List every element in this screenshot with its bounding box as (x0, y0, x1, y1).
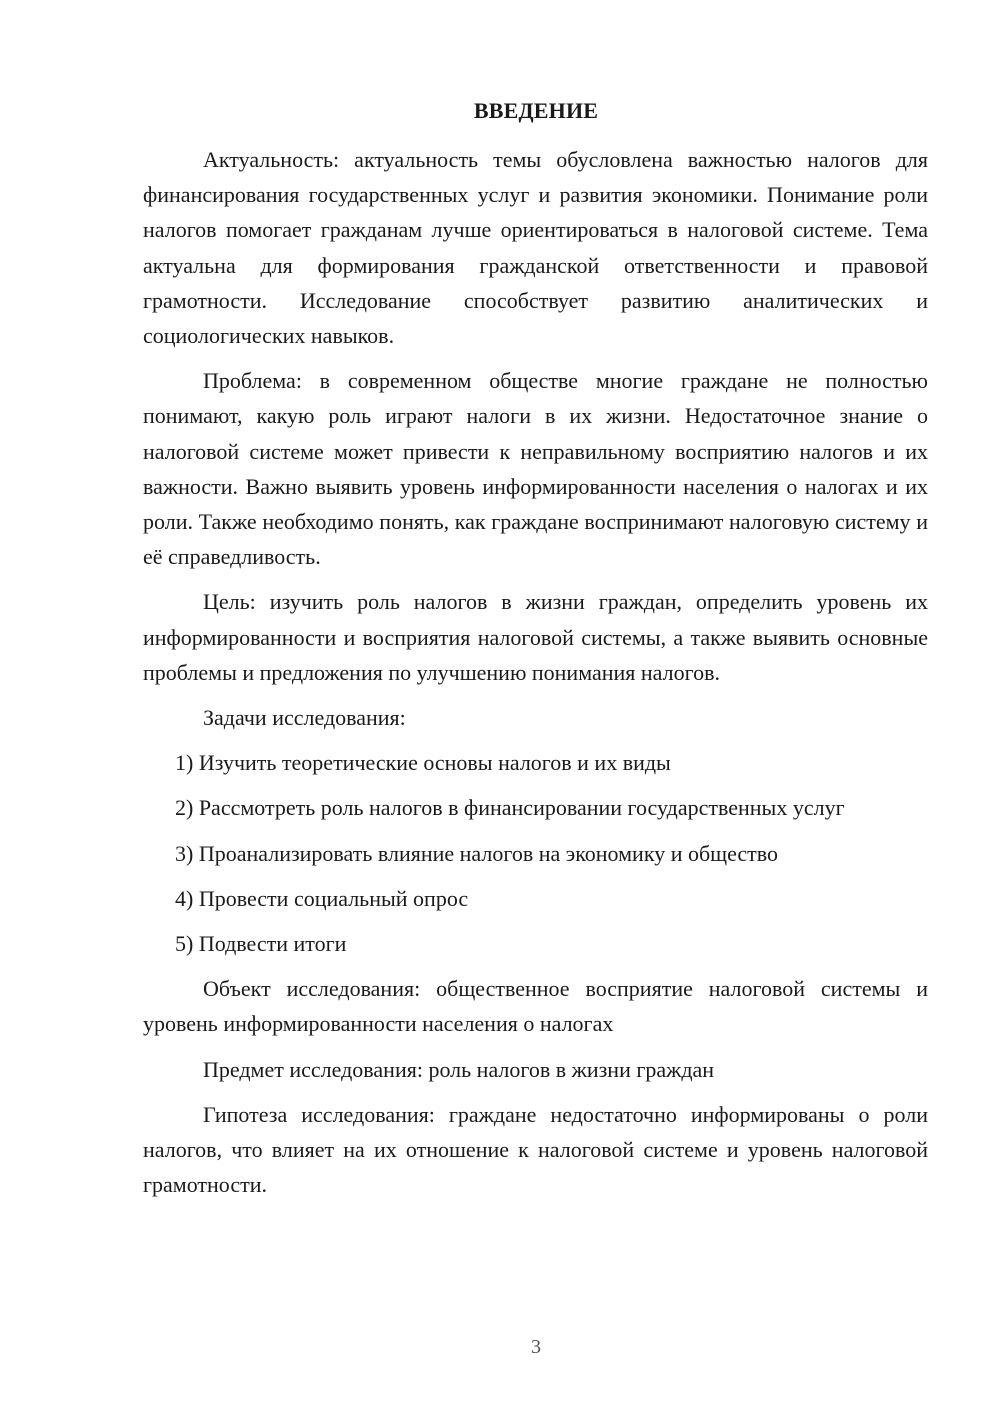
subject-paragraph: Предмет исследования: роль налогов в жизни граждан (203, 1056, 715, 1082)
problem-paragraph: Проблема: в современном обществе многие граждане не полностью понимают, какую роль играют налоги в их жизни. Недостаточное знание о налоговой системе может привести к неправильному восприятию налогов и их важности. Важно выявить уровень информированности населения о налогах и их роли. Также необходимо понять, как граждане воспринимают налоговую систему и её справедливость. (143, 368, 928, 570)
task-item-1: 1) Изучить теоретические основы налогов и их виды (175, 750, 671, 776)
document-body (143, 142, 928, 1212)
task-item-2: 2) Рассмотреть роль налогов в финансировании государственных услуг (175, 795, 845, 821)
hypothesis-paragraph: Гипотеза исследования: граждане недостаточно информированы о роли налогов, что влияет на их отношение к налоговой системе и уровень налоговой грамотности. (143, 1101, 928, 1198)
relevance-paragraph: Актуальность: актуальность темы обусловлена важностью налогов для финансирования государственных услуг и развития экономики. Понимание роли налогов помогает гражданам лучше ориентироваться в налоговой системе. Тема актуальна для формирования гражданской ответственности и правовой грамотности. Исследование способствует развитию аналитических и социологических навыков. (143, 147, 928, 349)
task-item-5: 5) Подвести итоги (175, 931, 347, 957)
object-paragraph: Объект исследования: общественное восприятие налоговой системы и уровень информированности населения о налогах (143, 976, 928, 1037)
tasks-heading: Задачи исследования: (203, 705, 406, 731)
goal-paragraph: Цель: изучить роль налогов в жизни граждан, определить уровень их информированности и восприятия налоговой системы, а также выявить основные проблемы и предложения по улучшению понимания налогов. (143, 589, 928, 685)
task-item-4: 4) Провести социальный опрос (175, 885, 469, 911)
page-number: 3 (531, 1336, 541, 1358)
task-item-3: 3) Проанализировать влияние налогов на экономику и общество (175, 840, 779, 866)
section-title: ВВЕДЕНИЕ (473, 98, 599, 123)
